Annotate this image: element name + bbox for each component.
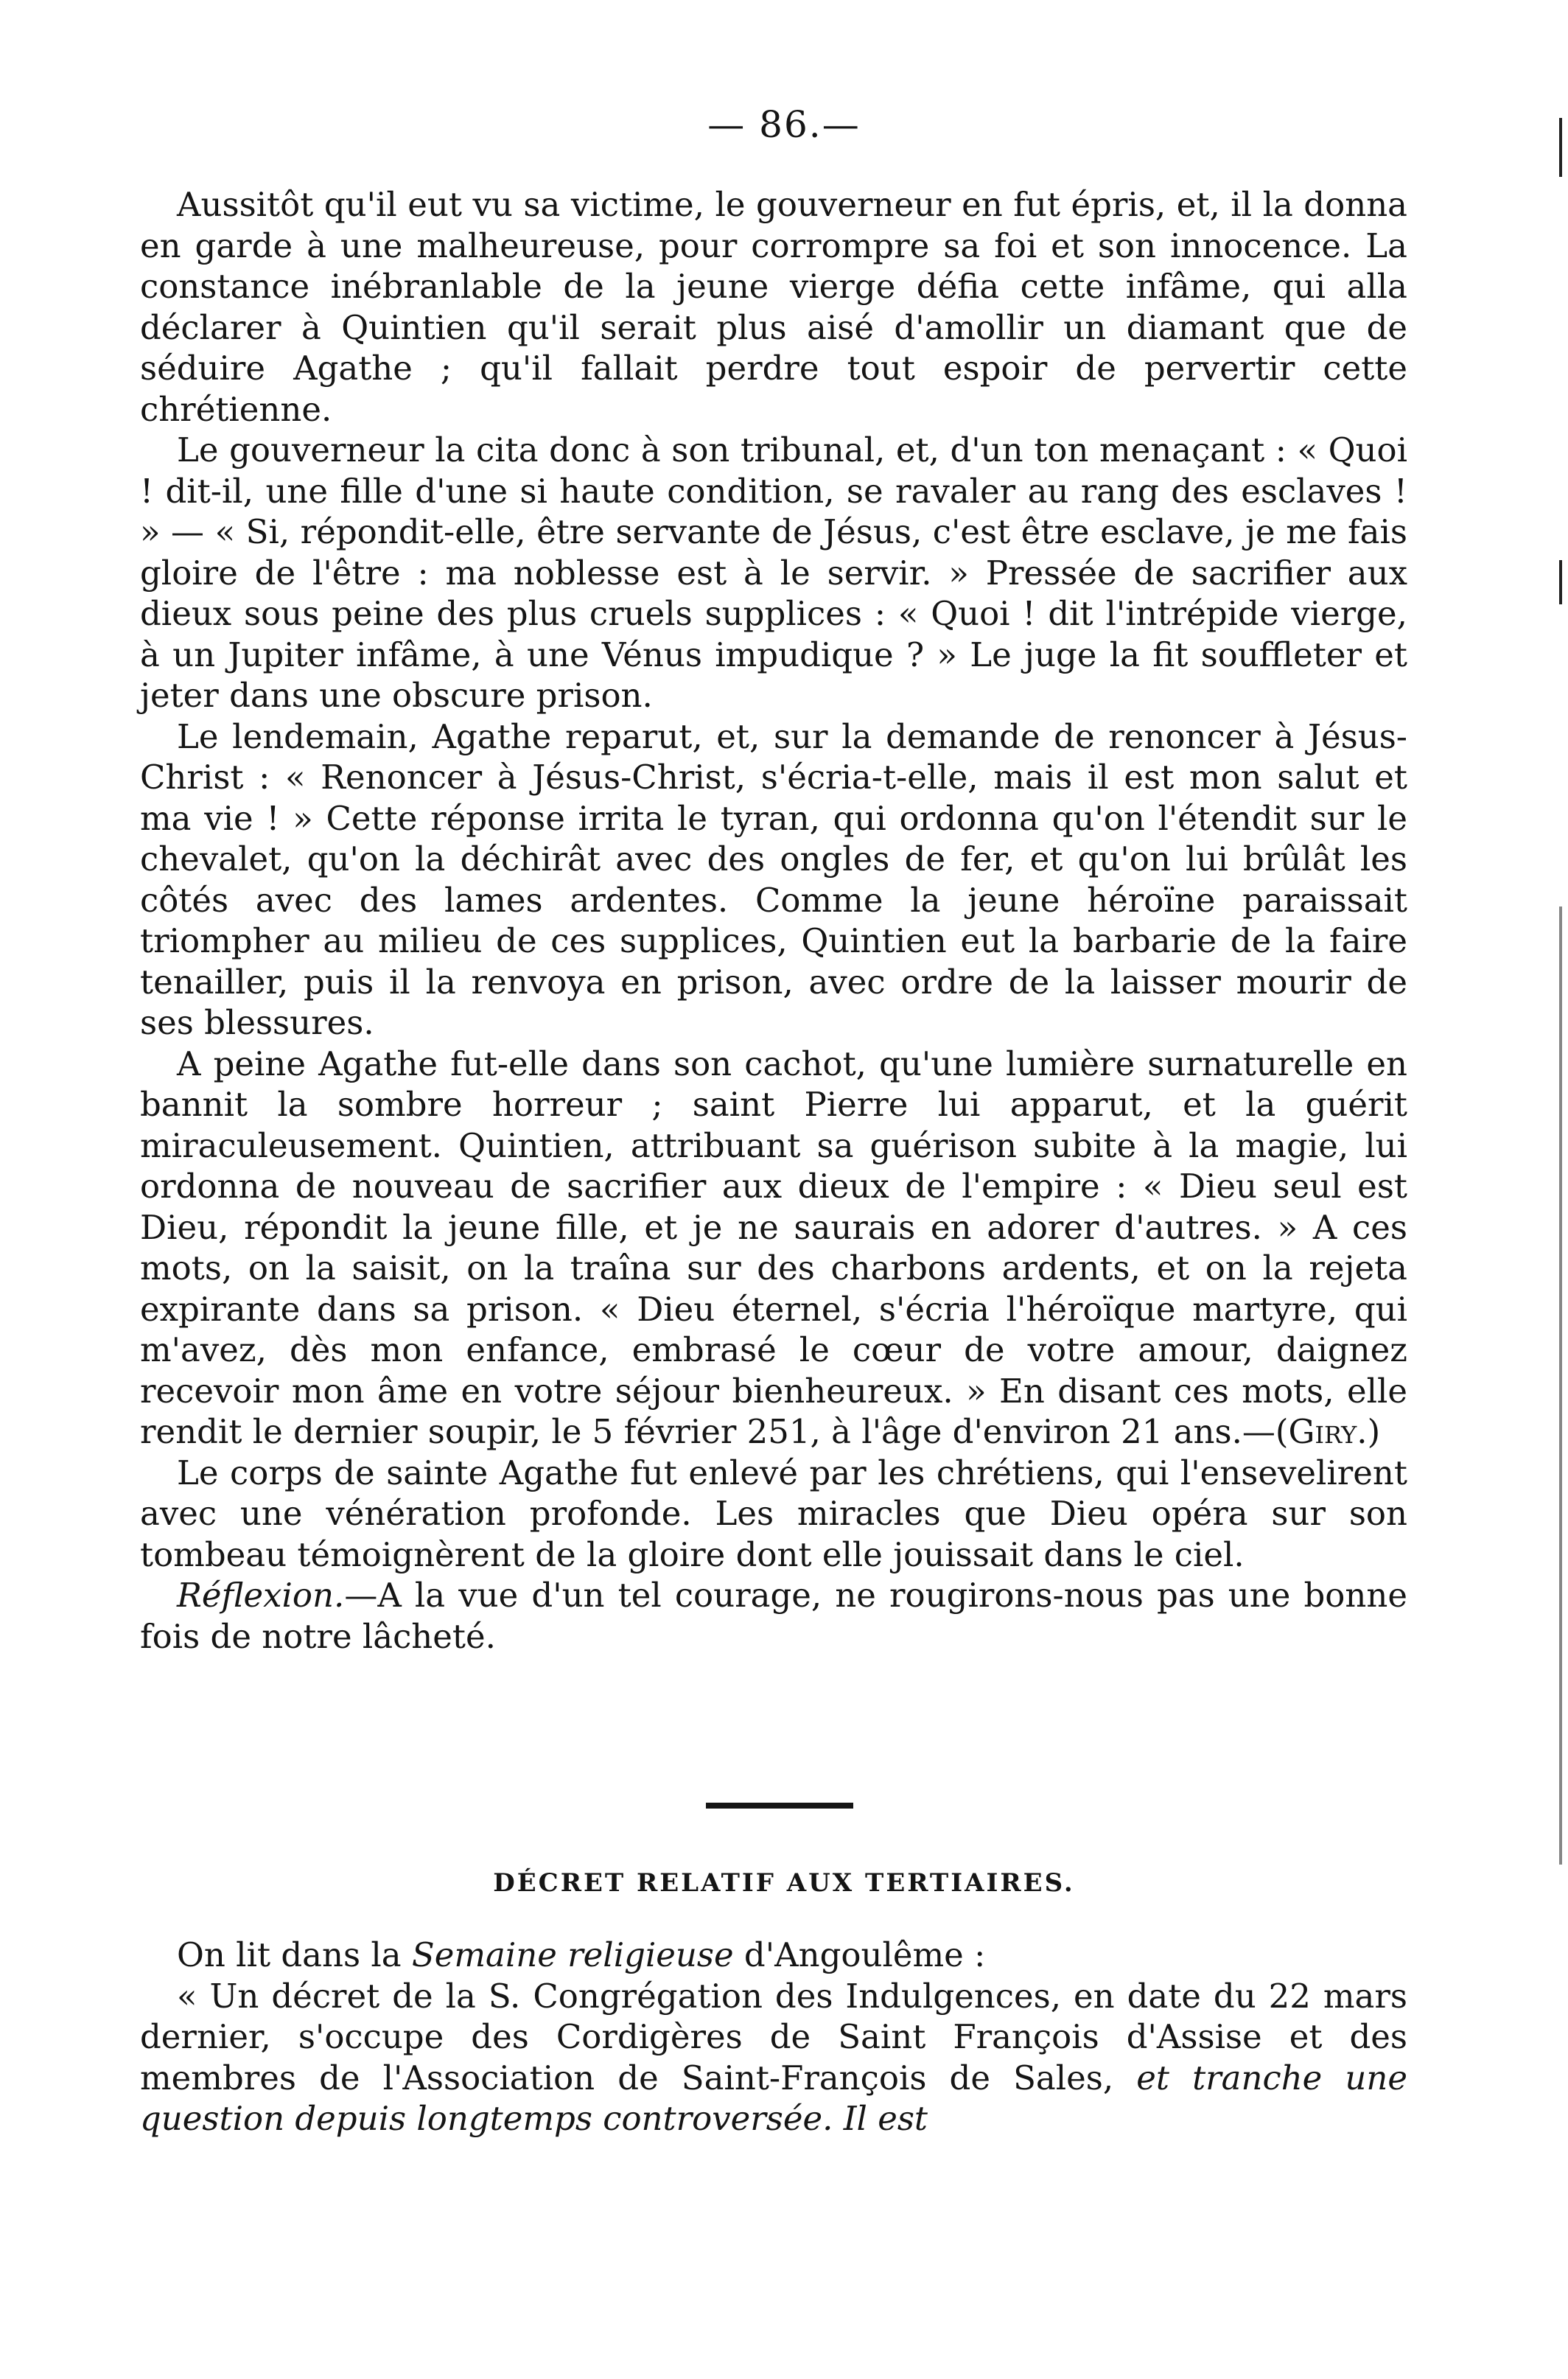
section-heading: DÉCRET RELATIF AUX TERTIAIRES.: [493, 1868, 1075, 1898]
intro-italic: Semaine religieuse: [411, 1935, 734, 1974]
paragraph-4: [140, 1044, 1407, 1453]
reflexion-label: Réflexion.: [177, 1576, 345, 1615]
scan-edge-mark: [1559, 118, 1562, 177]
scan-edge-mark: [1559, 906, 1562, 1865]
paragraph-3: Le lendemain, Agathe reparut, et, sur la demande de renoncer à Jésus-Christ : « Renoncer à Jésus-Christ, s'écria-t-elle, mais il est mon salut et ma vie ! » Cette réponse irrita le tyran, qui ordonna qu'on l'étendit sur le chevalet, qu'on la déchirât avec des ongles de fer, et qu'on lui brûlât les côtés avec des lames ardentes. Comme la jeune héroïne paraissait triompher au milieu de ces supplices, Quintien eut la barbarie de la faire tenailler, puis il la renvoya en prison, avec ordre de la laisser mourir de ses blessures.: [140, 716, 1407, 1042]
paragraph-2: Le gouverneur la cita donc à son tribunal, et, d'un ton menaçant : « Quoi ! dit-il, une fille d'une si haute condition, se ravaler au rang des esclaves ! » — « Si, répondit-elle, être servante de Jésus, c'est être esclave, je me fais gloire de l'être : ma noblesse est à le servir. » Pressée de sacrifier aux dieux sous peine des plus cruels supplices : « Quoi ! dit l'intrépide vierge, à un Jupiter infâme, à une Vénus impudique ? » Le juge la fit souffleter et jeter dans une obscure prison.: [140, 430, 1407, 715]
paragraph-1: Aussitôt qu'il eut vu sa victime, le gouverneur en fut épris, et, il la donna en garde à une malheureuse, pour corrompre sa foi et son innocence. La constance inébranlable de la jeune vierge défia cette infâme, qui alla déclarer à Quintien qu'il serait plus aisé d'amollir un diamant que de séduire Agathe ; qu'il fallait perdre tout espoir de pervertir cette chrétienne.: [140, 185, 1407, 429]
section-intro: [140, 1935, 1407, 1976]
section-divider: [706, 1803, 853, 1809]
paragraph-5: Le corps de sainte Agathe fut enlevé par les chrétiens, qui l'ensevelirent avec une vénération profonde. Les miracles que Dieu opéra sur son tombeau témoignèrent de la gloire dont elle jouissait dans le ciel.: [140, 1453, 1407, 1574]
section-quote: [140, 1976, 1407, 2139]
citation: Giry.): [1288, 1412, 1381, 1451]
quote-italic: et tranche une question depuis longtemps controversée. Il est: [140, 2058, 1407, 2138]
main-text: [140, 184, 1407, 1657]
scan-edge-mark: [1559, 560, 1562, 604]
intro-after: d'Angoulême :: [733, 1935, 986, 1974]
quote-plain: « Un décret de la S. Congrégation des Indulgences, en date du 22 mars dernier, s'occupe des Cordigères de Saint François d'Assise et des membres de l'Association de Saint-François de Sales,: [140, 1976, 1407, 2097]
reflexion-text: —A la vue d'un tel courage, ne rougirons-nous pas une bonne fois de notre lâcheté.: [140, 1576, 1407, 1656]
section-text: [140, 1935, 1407, 2139]
page-number: — 86.—: [707, 103, 861, 146]
reflexion-paragraph: [140, 1575, 1407, 1657]
intro-before: On lit dans la: [177, 1935, 412, 1974]
paragraph-4-text: A peine Agathe fut-elle dans son cachot, qu'une lumière surnaturelle en bannit la sombre horreur ; saint Pierre lui apparut, et la guérit miraculeusement. Quintien, attribuant sa guérison subite à la magie, lui ordonna de nouveau de sacrifier aux dieux de l'empire : « Dieu seul est Dieu, répondit la jeune fille, et je ne saurais en adorer d'autres. » A ces mots, on la saisit, on la traîna sur des charbons ardents, et on la rejeta expirante dans sa prison. « Dieu éternel, s'écria l'héroïque martyre, qui m'avez, dès mon enfance, embrasé le cœur de votre amour, daignez recevoir mon âme en votre séjour bienheureux. » En disant ces mots, elle rendit le dernier soupir, le 5 février 251, à l'âge d'environ 21 ans.—(: [140, 1044, 1407, 1451]
